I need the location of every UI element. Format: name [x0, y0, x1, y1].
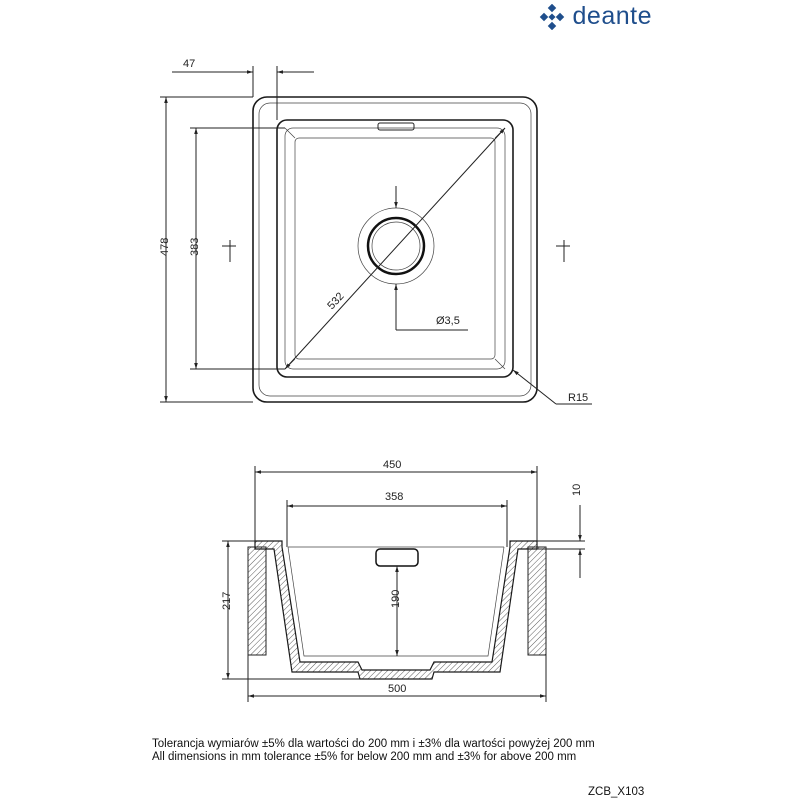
countertop-right — [528, 547, 546, 655]
dim-inner-width: 358 — [385, 491, 404, 503]
section-marker-left — [222, 240, 236, 262]
dim-top-width: 450 — [383, 459, 402, 471]
product-code: ZCB_X103 — [588, 786, 645, 798]
tolerance-note-en: All dimensions in mm tolerance ±5% for below 200 mm and ±3% for above 200 mm — [152, 751, 577, 763]
section-marker-right — [556, 240, 570, 262]
dim-rim-offset-lines — [172, 66, 314, 120]
dim-top-width-lines — [255, 466, 537, 541]
dim-inner-height: 383 — [189, 237, 201, 256]
dim-drain: Ø3,5 — [436, 315, 460, 327]
drain-outer-ring — [358, 208, 434, 284]
dim-corner-radius: R15 — [568, 392, 589, 404]
dim-diagonal: 532 — [325, 290, 347, 312]
radius-leader — [513, 370, 556, 404]
countertop-left — [248, 547, 266, 655]
tolerance-notes — [152, 738, 595, 764]
overflow-section — [376, 549, 418, 566]
brand-name: deante — [572, 2, 652, 30]
dim-outer-width: 500 — [388, 683, 407, 695]
diagonal-line — [285, 128, 505, 369]
top-view — [159, 58, 592, 404]
dim-depth: 190 — [390, 589, 402, 608]
dim-inner-width-lines — [287, 500, 507, 547]
tolerance-note-pl: Tolerancja wymiarów ±5% dla wartości do 200 mm i ±3% dla wartości powyżej 200 mm — [152, 738, 595, 750]
dim-rim-height: 10 — [571, 483, 583, 496]
dim-outer-height: 478 — [159, 237, 171, 256]
overflow-slot — [378, 123, 414, 130]
dim-inner-height-lines — [190, 128, 285, 369]
section-view — [221, 459, 585, 702]
dim-rim-offset: 47 — [183, 58, 196, 70]
dim-total-height: 217 — [221, 591, 233, 610]
sink-outer-outline — [253, 97, 537, 402]
dim-outer-height-lines — [160, 97, 253, 402]
